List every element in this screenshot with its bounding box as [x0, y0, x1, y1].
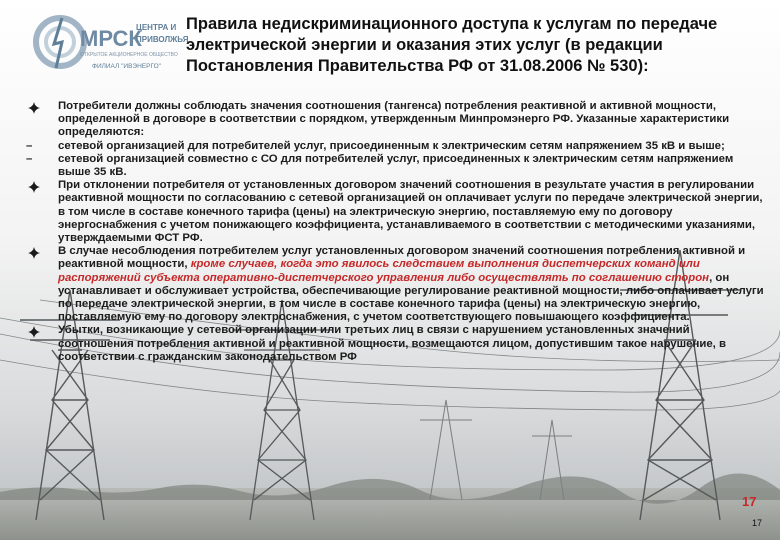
dash-text: сетевой организацией совместно с СО для потребителей услуг, присоединенных к электрическим сетям напряжением выше 35 кВ. [58, 152, 734, 179]
dash-marker: – [26, 139, 33, 152]
company-logo [32, 6, 192, 82]
dash-marker: – [26, 152, 33, 165]
bullet-item [58, 245, 768, 324]
dash-text: сетевой организацией для потребителей услуг, присоединенным к электрическим сетям напряжением 35 кВ и выше; [58, 139, 725, 152]
bullet-text: При отклонении потребителя от установленных договором значений соотношения в результате участия в регулировании реактивной мощности по согласованию с сетевой организацией он оплачивает услуги по передаче электрической энергии, в том числе в составе конечного тарифа (цены) на электрическую энергию, поставляемую ему по договору энергоснабжения с учетом понижающего коэффициента, устанавливаемого в соответствии с методическими указаниями, утверждаемыми ФСТ РФ. [58, 179, 763, 245]
diamond-bullet-icon [28, 245, 42, 259]
slide-title: Правила недискриминационного доступа к услугам по передаче электрической энергии и оказания этих услуг (в редакции Постановления Правительства РФ от 31.08.2006 № 530): [186, 15, 718, 75]
dash-item [26, 139, 768, 153]
logo-branch: ФИЛИАЛ "ИВЭНЕРГО" [92, 63, 161, 70]
bullet-item [58, 324, 768, 364]
bullet-text: Убытки, возникающие у сетевой организации или третьих лиц в связи с нарушением установленных значений соотношения потребления активной и реактивной мощности, возмещаются лицом, допустившим такое нарушение, в соответствии с гражданским законодательством РФ [58, 324, 727, 363]
bullet-item [58, 179, 768, 245]
bullet-text-before: В случае несоблюдения потребителем услуг установленных договором значений соотношения потребления активной и реактивной мощности, [58, 245, 746, 271]
logo-line3: ОТКРЫТОЕ АКЦИОНЕРНОЕ ОБЩЕСТВО [80, 52, 178, 58]
bullet-item [58, 100, 768, 140]
diamond-bullet-icon [28, 324, 42, 338]
diamond-bullet-icon [28, 100, 42, 114]
slide-content [26, 100, 768, 364]
page-number: 17 [742, 494, 757, 509]
logo-line2: ПРИВОЛЖЬЯ [136, 35, 189, 44]
dash-item [26, 152, 768, 179]
lightning-swirl-icon [36, 18, 84, 68]
bullet-text-after: , он устанавливает и обслуживает устройства, обеспечивающие регулирование реактивной мощности, либо оплачивает услуги по передаче электрической энергии, в том числе в составе конечного тарифа (цены) на электрическую энергию, поставляемую ему по договору электроснабжения, с учетом соответствующего повышающего коэффициента. [58, 271, 764, 324]
logo-name: МРСК [80, 26, 142, 51]
bullet-text: Потребители должны соблюдать значения соотношения (тангенса) потребления реактивной и активной мощности, определенной в договоре в соответствии с порядком, утвержденным Минпромэнерго РФ. Указанные характеристики определяются: [58, 100, 730, 139]
page-number-small: 17 [752, 518, 763, 528]
logo-line1: ЦЕНТРА И [136, 23, 177, 32]
diamond-bullet-icon [28, 179, 42, 193]
bullet-text-highlight: кроме случаев, когда это явилось следствием выполнения диспетчерских команд или распоряжений субъекта оперативно-диспетчерского управления либо осуществлять по соглашению сторон [58, 258, 710, 284]
